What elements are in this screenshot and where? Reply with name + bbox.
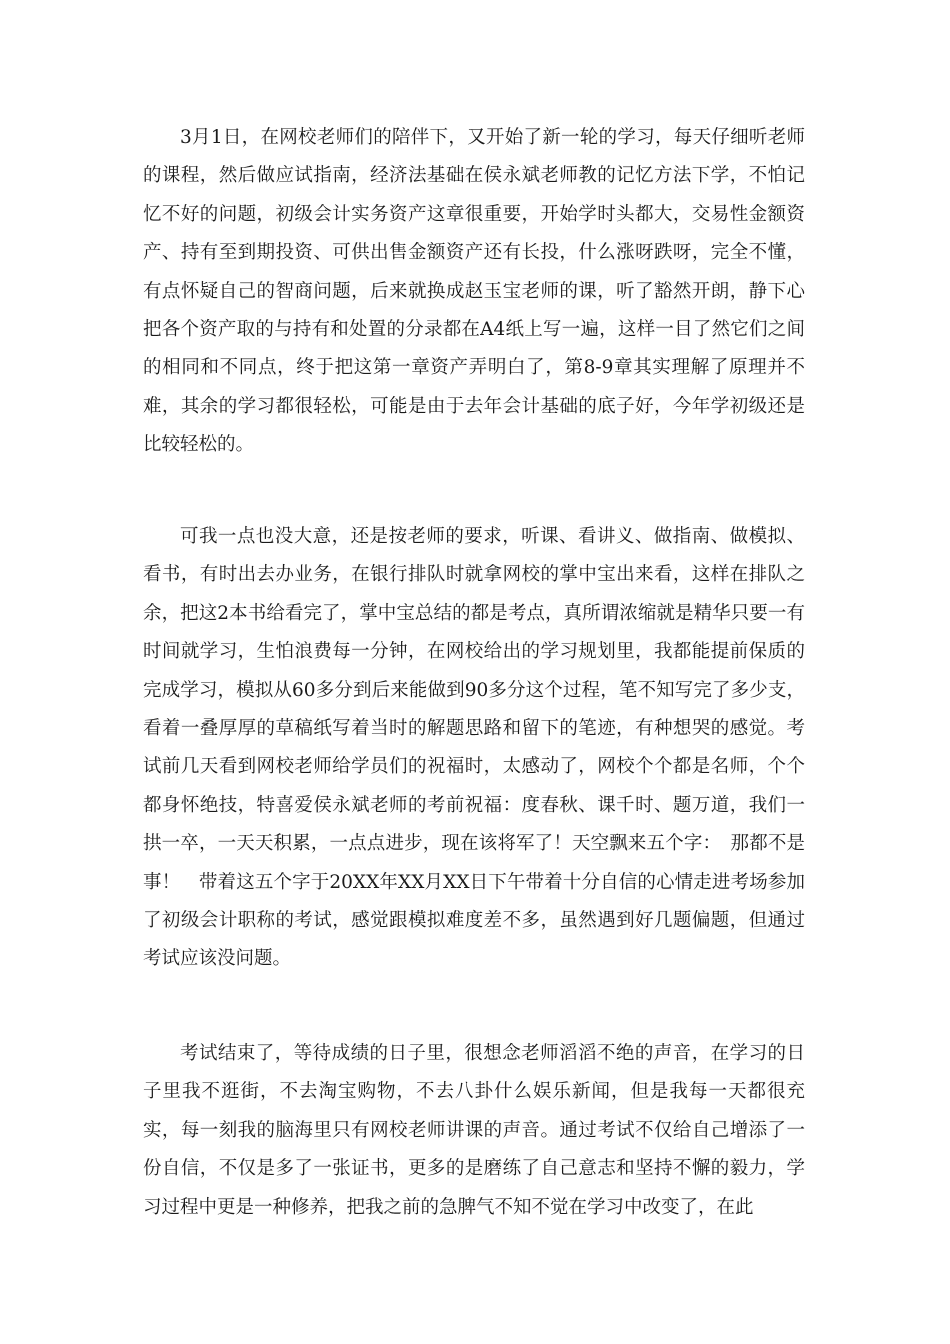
paragraph-1: 3月1日，在网校老师们的陪伴下，又开始了新一轮的学习，每天仔细听老师的课程，然后做应试指南，经济法基础在侯永斌老师教的记忆方法下学，不怕记忆不好的问题，初级会计实务资产这章很重要，开始学时头都大，交易性金额资产、持有至到期投资、可供出售金额资产还有长投，什么涨呀跌呀，完全不懂，有点怀疑自己的智商问题，后来就换成赵玉宝老师的课，听了豁然开朗，静下心把各个资产取的与持有和处置的分录都在A4纸上写一遍，这样一目了然它们之间的相同和不同点，终于把这第一章资产弄明白了，第8-9章其实理解了原理并不难，其余的学习都很轻松，可能是由于去年会计基础的底子好，今年学初级还是比较轻松的。	[143, 127, 805, 456]
paragraph-3: 考试结束了，等待成绩的日子里，很想念老师滔滔不绝的声音，在学习的日子里我不逛街，不去淘宝购物，不去八卦什么娱乐新闻，但是我每一天都很充实，每一刻我的脑海里只有网校老师讲课的声音。通过考试不仅给自己增添了一份自信，不仅是多了一张证书，更多的是磨练了自己意志和坚持不懈的毅力，学习过程中更是一种修养，把我之前的急脾气不知不觉在学习中改变了，在此	[143, 1043, 805, 1218]
paragraph-2: 可我一点也没大意，还是按老师的要求，听课、看讲义、做指南、做模拟、看书，有时出去办业务，在银行排队时就拿网校的掌中宝出来看，这样在排队之余，把这2本书给看完了，掌中宝总结的都是考点，真所谓浓缩就是精华只要一有时间就学习，生怕浪费每一分钟，在网校给出的学习规划里，我都能提前保质的完成学习，模拟从60多分到后来能做到90多分这个过程，笔不知写完了多少支，看着一叠厚厚的草稿纸写着当时的解题思路和留下的笔迹，有种想哭的感觉。考试前几天看到网校老师给学员们的祝福时，太感动了，网校个个都是名师，个个都身怀绝技，特喜爱侯永斌老师的考前祝福：度春秋、课千时、题万道，我们一拱一卒，一天天积累，一点点进步，现在该将军了！天空飘来五个字： 那都不是事！ 带着这五个字于20XX年XX月XX日下午带着十分自信的心情走进考场参加了初级会计职称的考试，感觉跟模拟难度差不多，虽然遇到好几题偏题，但通过考试应该没问题。	[143, 526, 805, 970]
